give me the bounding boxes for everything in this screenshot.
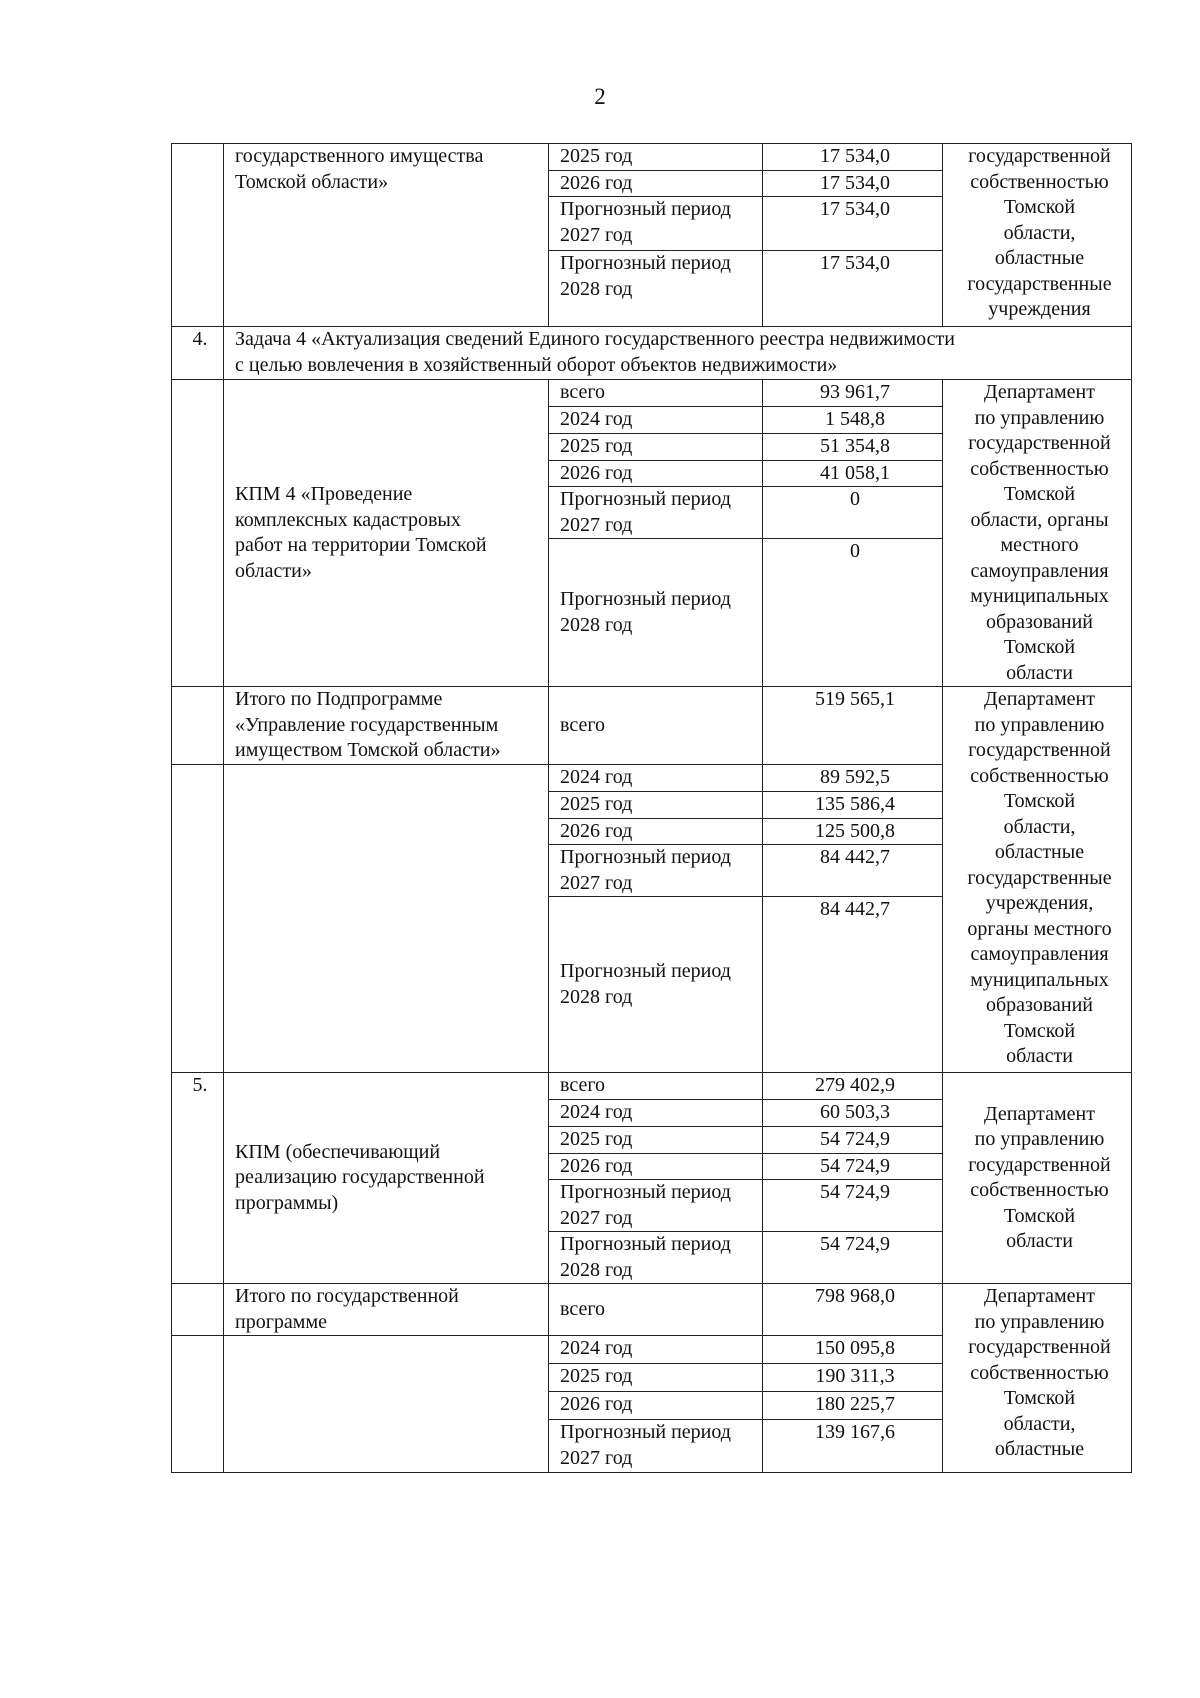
amount-cell: 190 311,3 bbox=[763, 1364, 943, 1392]
amount-cell: 84 442,7 bbox=[763, 897, 943, 1073]
period-cell: Прогнозный период 2027 год bbox=[549, 1180, 763, 1232]
period-cell: 2026 год bbox=[549, 1153, 763, 1180]
amount-cell: 1 548,8 bbox=[763, 407, 943, 434]
amount-cell: 279 402,9 bbox=[763, 1073, 943, 1100]
period-cell: Прогнозный период 2027 год bbox=[549, 487, 763, 539]
amount-cell: 41 058,1 bbox=[763, 460, 943, 487]
period-cell: Прогнозный период 2027 год bbox=[549, 1420, 763, 1473]
period-cell: 2025 год bbox=[549, 1126, 763, 1153]
table-row bbox=[172, 687, 1132, 765]
period-cell: 2026 год bbox=[549, 818, 763, 845]
amount-cell: 0 bbox=[763, 487, 943, 539]
row-number-cell bbox=[172, 1336, 224, 1473]
period-cell: 2025 год bbox=[549, 1364, 763, 1392]
amount-cell: 89 592,5 bbox=[763, 765, 943, 792]
amount-cell: 150 095,8 bbox=[763, 1336, 943, 1364]
period-cell: 2024 год bbox=[549, 1100, 763, 1127]
period-cell: Прогнозный период 2028 год bbox=[549, 897, 763, 1073]
period-cell: 2025 год bbox=[549, 144, 763, 171]
period-cell: всего bbox=[549, 380, 763, 407]
row-number-cell bbox=[172, 687, 224, 765]
row-number-cell bbox=[172, 1284, 224, 1336]
measure-name-cell: КПМ 4 «Проведение комплексных кадастровых работ на территории Томской области» bbox=[224, 380, 549, 687]
amount-cell: 125 500,8 bbox=[763, 818, 943, 845]
amount-cell: 798 968,0 bbox=[763, 1284, 943, 1336]
responsible-cell: Департамент по управлению государственной собственностью Томской области, органы местного самоуправления муниципальных образований Томской области bbox=[943, 380, 1132, 687]
row-number-cell: 4. bbox=[172, 327, 224, 380]
amount-cell: 51 354,8 bbox=[763, 433, 943, 460]
period-cell: Прогнозный период 2027 год bbox=[549, 845, 763, 897]
program-table bbox=[171, 143, 1132, 1473]
subtotal-name-cell: Итого по Подпрограмме «Управление государственным имуществом Томской области» bbox=[224, 687, 549, 765]
period-cell: Прогнозный период 2027 год bbox=[549, 197, 763, 251]
amount-cell: 84 442,7 bbox=[763, 845, 943, 897]
period-cell: 2024 год bbox=[549, 407, 763, 434]
responsible-cell: Департамент по управлению государственной собственностью Томской области, областные государственные учреждения, органы местного самоуправления муниципальных образований Томской области bbox=[943, 687, 1132, 1073]
period-cell: Прогнозный период 2028 год bbox=[549, 251, 763, 327]
amount-cell: 17 534,0 bbox=[763, 144, 943, 171]
amount-cell: 139 167,6 bbox=[763, 1420, 943, 1473]
amount-cell: 54 724,9 bbox=[763, 1126, 943, 1153]
period-cell: Прогнозный период 2028 год bbox=[549, 1232, 763, 1284]
period-cell: 2026 год bbox=[549, 170, 763, 197]
table-row bbox=[172, 1284, 1132, 1336]
task-title-cell: Задача 4 «Актуализация сведений Единого государственного реестра недвижимости с целью вовлечения в хозяйственный оборот объектов недвижимости» bbox=[224, 327, 1132, 380]
measure-name-cell: КПМ (обеспечивающий реализацию государственной программы) bbox=[224, 1073, 549, 1284]
amount-cell: 54 724,9 bbox=[763, 1180, 943, 1232]
amount-cell: 17 534,0 bbox=[763, 170, 943, 197]
period-cell: Прогнозный период 2028 год bbox=[549, 539, 763, 687]
amount-cell: 60 503,3 bbox=[763, 1100, 943, 1127]
responsible-cell: Департамент по управлению государственной собственностью Томской области bbox=[943, 1073, 1132, 1284]
period-cell: 2025 год bbox=[549, 433, 763, 460]
period-cell: всего bbox=[549, 1284, 763, 1336]
amount-cell: 54 724,9 bbox=[763, 1232, 943, 1284]
period-cell: всего bbox=[549, 1073, 763, 1100]
page-number: 2 bbox=[594, 84, 606, 109]
responsible-cell: Департамент по управлению государственной собственностью Томской области, областные bbox=[943, 1284, 1132, 1473]
task-row bbox=[172, 327, 1132, 380]
grand-total-name-cell: Итого по государственной программе bbox=[224, 1284, 549, 1336]
table-row bbox=[172, 1073, 1132, 1100]
period-cell: 2026 год bbox=[549, 460, 763, 487]
amount-cell: 17 534,0 bbox=[763, 197, 943, 251]
table-row bbox=[172, 380, 1132, 407]
amount-cell: 93 961,7 bbox=[763, 380, 943, 407]
period-cell: всего bbox=[549, 687, 763, 765]
measure-name-cell: государственного имущества Томской области» bbox=[224, 144, 549, 327]
amount-cell: 17 534,0 bbox=[763, 251, 943, 327]
period-cell: 2024 год bbox=[549, 1336, 763, 1364]
amount-cell: 519 565,1 bbox=[763, 687, 943, 765]
period-cell: 2026 год bbox=[549, 1392, 763, 1420]
measure-name-cell bbox=[224, 1336, 549, 1473]
row-number-cell bbox=[172, 380, 224, 687]
measure-name-cell bbox=[224, 765, 549, 1073]
row-number-cell bbox=[172, 765, 224, 1073]
row-number-cell bbox=[172, 144, 224, 327]
row-number-cell: 5. bbox=[172, 1073, 224, 1284]
period-cell: 2025 год bbox=[549, 791, 763, 818]
amount-cell: 0 bbox=[763, 539, 943, 687]
amount-cell: 54 724,9 bbox=[763, 1153, 943, 1180]
responsible-cell: государственной собственностью Томской области, областные государственные учреждения bbox=[943, 144, 1132, 327]
period-cell: 2024 год bbox=[549, 765, 763, 792]
table-row bbox=[172, 144, 1132, 171]
amount-cell: 135 586,4 bbox=[763, 791, 943, 818]
amount-cell: 180 225,7 bbox=[763, 1392, 943, 1420]
